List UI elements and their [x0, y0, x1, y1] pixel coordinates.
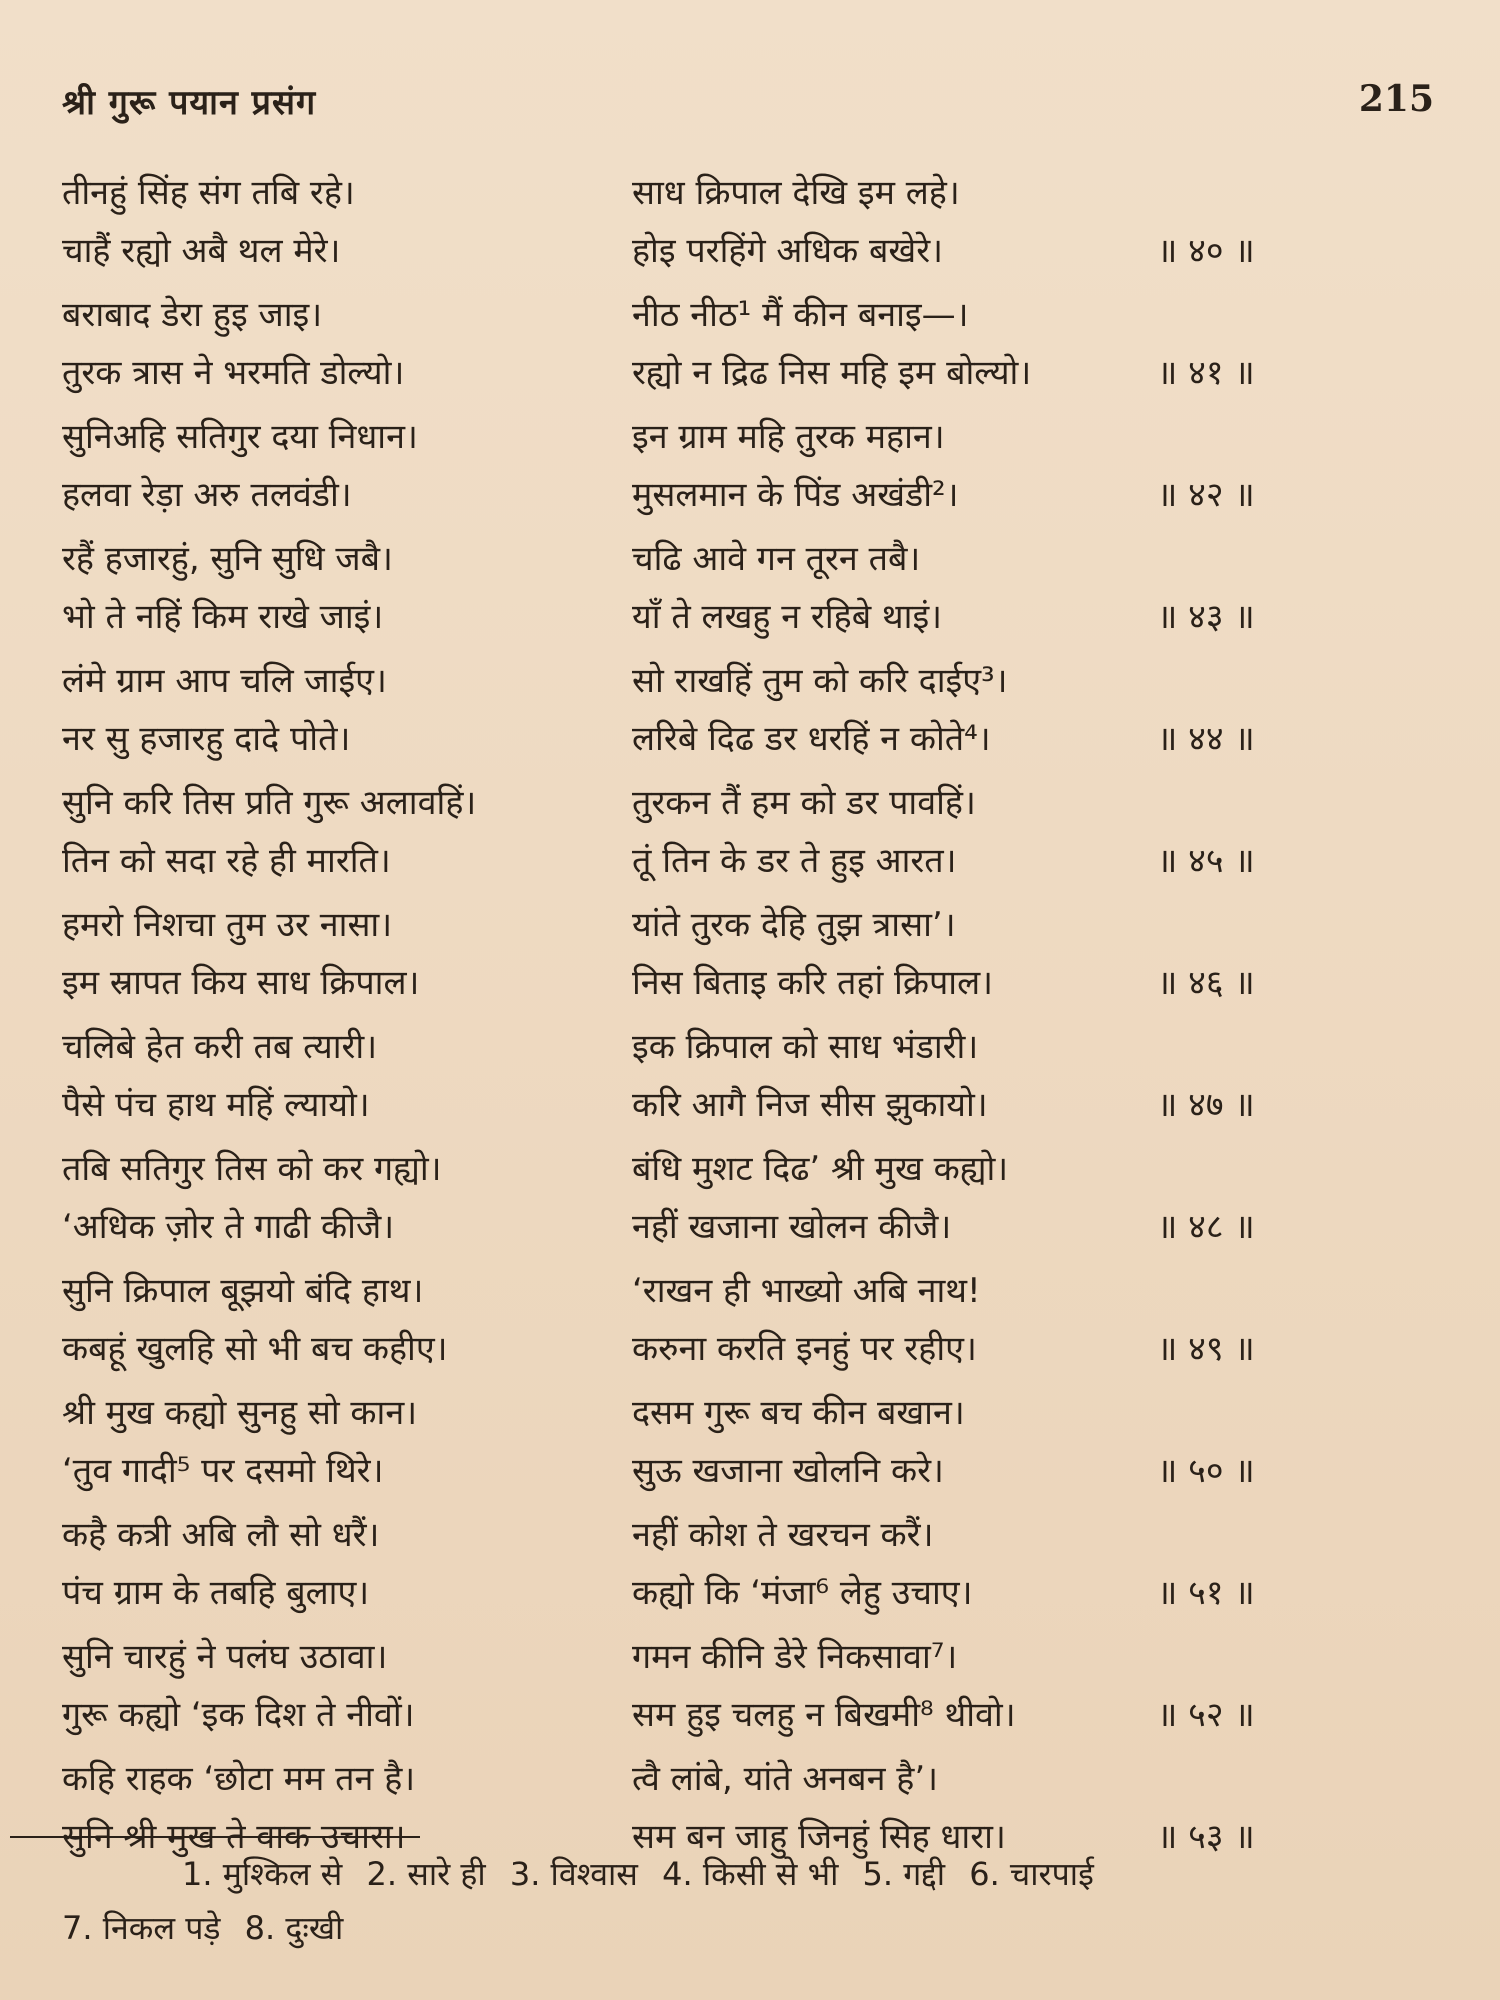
verse-first-half: तिन को सदा रहे ही मारति। [62, 841, 391, 881]
verse-first-half: सुनि क्रिपाल बूझयो बंदि हाथ। [62, 1271, 424, 1311]
footnote: 4. किसी से भी [662, 1855, 839, 1893]
verse-first-half: हलवा रेड़ा अरु तलवंडी। [62, 475, 352, 515]
verse-first-half: रहैं हजारहुं, सुनि सुधि जबै। [62, 539, 393, 579]
verse-first-half: सुनि करि तिस प्रति गुरू अलावहिं। [62, 783, 477, 823]
stanza [62, 778, 1362, 894]
verse-first-half: भो ते नहिं किम राखे जाइं। [62, 597, 384, 637]
footnote-rule [10, 1836, 420, 1838]
verse-first-half: तबि सतिगुर तिस को कर गह्यो। [62, 1149, 442, 1189]
verse-first-half: पंच ग्राम के तबहि बुलाए। [62, 1573, 370, 1613]
verse-second-half: करुना करति इनहुं पर रहीए। [632, 1329, 977, 1369]
footnote: 8. दुःखी [244, 1909, 344, 1947]
stanza [62, 1510, 1362, 1626]
verse-first-half: चाहैं रह्यो अबै थल मेरे। [62, 231, 341, 271]
verse-second-half: त्वै लांबे, यांते अनबन है’। [632, 1759, 939, 1799]
verse-number: ॥ ४१ ॥ [1157, 353, 1255, 393]
verse-second-half: ‘राखन ही भाख्यो अबि नाथ! [632, 1271, 981, 1311]
verse-line [62, 290, 1362, 348]
footnote-line [62, 1906, 1442, 1960]
stanza [62, 656, 1362, 772]
verse-body [62, 168, 1362, 1876]
verse-second-half: नहीं कोश ते खरचन करैं। [632, 1515, 934, 1555]
verse-line [62, 470, 1362, 528]
verse-second-half: दसम गुरू बच कीन बखान। [632, 1393, 965, 1433]
verse-second-half: इक क्रिपाल को साध भंडारी। [632, 1027, 979, 1067]
verse-line [62, 348, 1362, 406]
verse-line [62, 900, 1362, 958]
verse-number: ॥ ४६ ॥ [1157, 963, 1255, 1003]
footnote: 1. मुश्किल से [182, 1855, 343, 1893]
verse-number: ॥ ४८ ॥ [1157, 1207, 1255, 1247]
footnotes [62, 1852, 1442, 1960]
verse-first-half: लंमे ग्राम आप चलि जाईए। [62, 661, 387, 701]
verse-second-half: बंधि मुशट दिढ’ श्री मुख कह्यो। [632, 1149, 1009, 1189]
verse-number: ॥ ४२ ॥ [1157, 475, 1255, 515]
verse-first-half: बराबाद डेरा हुइ जाइ। [62, 295, 323, 335]
stanza [62, 900, 1362, 1016]
verse-first-half: श्री मुख कह्यो सुनहु सो कान। [62, 1393, 418, 1433]
verse-first-half: पैसे पंच हाथ महिं ल्यायो। [62, 1085, 370, 1125]
verse-second-half: कह्यो कि ‘मंजा⁶ लेहु उचाए। [632, 1573, 973, 1613]
verse-first-half: नर सु हजारहु दादे पोते। [62, 719, 351, 759]
stanza [62, 290, 1362, 406]
verse-second-half: इन ग्राम महि तुरक महान। [632, 417, 945, 457]
footnote: 7. निकल पड़े [62, 1909, 221, 1947]
verse-first-half: सुनि श्री मुख ते वाक उचारा। [62, 1817, 406, 1857]
verse-second-half: सुऊ खजाना खोलनि करे। [632, 1451, 944, 1491]
stanza [62, 1388, 1362, 1504]
verse-line [62, 778, 1362, 836]
verse-first-half: चलिबे हेत करी तब त्यारी। [62, 1027, 378, 1067]
verse-second-half: याँ ते लखहु न रहिबे थाइं। [632, 597, 943, 637]
verse-first-half: इम स्रापत किय साध क्रिपाल। [62, 963, 420, 1003]
footnote: 3. विश्वास [509, 1855, 638, 1893]
verse-line [62, 1510, 1362, 1568]
verse-second-half: लरिबे दिढ डर धरहिं न कोते⁴। [632, 719, 991, 759]
stanza [62, 168, 1362, 284]
verse-line [62, 592, 1362, 650]
page-header [62, 78, 1434, 128]
verse-first-half: सुनिअहि सतिगुर दया निधान। [62, 417, 418, 457]
stanza [62, 534, 1362, 650]
verse-first-half: हमरो निशचा तुम उर नासा। [62, 905, 393, 945]
verse-line [62, 656, 1362, 714]
verse-second-half: सम बन जाहु जिनहुं सिह धारा। [632, 1817, 1006, 1857]
verse-line [62, 1568, 1362, 1626]
verse-second-half: नहीं खजाना खोलन कीजै। [632, 1207, 952, 1247]
verse-line [62, 1022, 1362, 1080]
stanza [62, 1632, 1362, 1748]
verse-number: ॥ ४९ ॥ [1157, 1329, 1255, 1369]
verse-second-half: सम हुइ चलहु न बिखमी⁸ थीवो। [632, 1695, 1016, 1735]
verse-number: ॥ ५२ ॥ [1157, 1695, 1255, 1735]
verse-second-half: निस बिताइ करि तहां क्रिपाल। [632, 963, 994, 1003]
verse-second-half: तूं तिन के डर ते हुइ आरत। [632, 841, 957, 881]
verse-number: ॥ ४५ ॥ [1157, 841, 1255, 881]
verse-line [62, 1446, 1362, 1504]
footnote-line [62, 1852, 1442, 1906]
verse-second-half: साध क्रिपाल देखि इम लहे। [632, 173, 960, 213]
page-number: 215 [1358, 78, 1434, 120]
verse-line [62, 1266, 1362, 1324]
stanza [62, 1266, 1362, 1382]
verse-first-half: ‘तुव गादी⁵ पर दसमो थिरे। [62, 1451, 384, 1491]
verse-second-half: मुसलमान के पिंड अखंडी²। [632, 475, 959, 515]
verse-line [62, 168, 1362, 226]
verse-first-half: तीनहुं सिंह संग तबि रहे। [62, 173, 355, 213]
verse-line [62, 958, 1362, 1016]
verse-number: ॥ ५० ॥ [1157, 1451, 1255, 1491]
verse-line [62, 1080, 1362, 1138]
verse-first-half: कबहूं खुलहि सो भी बच कहीए। [62, 1329, 448, 1369]
verse-second-half: यांते तुरक देहि तुझ त्रासा’। [632, 905, 956, 945]
stanza [62, 1144, 1362, 1260]
verse-line [62, 534, 1362, 592]
footnote: 6. चारपाई [969, 1855, 1094, 1893]
running-title: श्री गुरू पयान प्रसंग [62, 83, 317, 123]
verse-number: ॥ ४३ ॥ [1157, 597, 1255, 637]
verse-line [62, 412, 1362, 470]
footnote: 5. गद्दी [862, 1855, 946, 1893]
verse-line [62, 714, 1362, 772]
verse-second-half: गमन कीनि डेरे निकसावा⁷। [632, 1637, 958, 1677]
verse-second-half: होइ परहिंगे अधिक बखेरे। [632, 231, 944, 271]
verse-line [62, 1754, 1362, 1812]
verse-number: ॥ ४० ॥ [1157, 231, 1255, 271]
verse-first-half: कहि राहक ‘छोटा मम तन है। [62, 1759, 416, 1799]
verse-first-half: सुनि चारहुं ने पलंघ उठावा। [62, 1637, 388, 1677]
verse-number: ॥ ४४ ॥ [1157, 719, 1255, 759]
verse-second-half: चढि आवे गन तूरन तबै। [632, 539, 921, 579]
stanza [62, 412, 1362, 528]
verse-number: ॥ ५१ ॥ [1157, 1573, 1255, 1613]
verse-second-half: रह्यो न द्रिढ निस महि इम बोल्यो। [632, 353, 1032, 393]
verse-second-half: करि आगै निज सीस झुकायो। [632, 1085, 988, 1125]
verse-number: ॥ ४७ ॥ [1157, 1085, 1255, 1125]
verse-second-half: नीठ नीठ¹ मैं कीन बनाइ—। [632, 295, 969, 335]
verse-line [62, 1144, 1362, 1202]
verse-line [62, 836, 1362, 894]
verse-second-half: सो राखहिं तुम को करि दाईए³। [632, 661, 1008, 701]
verse-second-half: तुरकन तैं हम को डर पावहिं। [632, 783, 976, 823]
verse-first-half: ‘अधिक ज़ोर ते गाढी कीजै। [62, 1207, 395, 1247]
verse-line [62, 1690, 1362, 1748]
verse-first-half: तुरक त्रास ने भरमति डोल्यो। [62, 353, 405, 393]
footnote: 2. सारे ही [366, 1855, 486, 1893]
verse-number: ॥ ५३ ॥ [1157, 1817, 1255, 1857]
verse-line [62, 1324, 1362, 1382]
verse-line [62, 226, 1362, 284]
verse-line [62, 1632, 1362, 1690]
verse-line [62, 1388, 1362, 1446]
verse-first-half: गुरू कह्यो ‘इक दिश ते नीवों। [62, 1695, 415, 1735]
stanza [62, 1022, 1362, 1138]
verse-line [62, 1202, 1362, 1260]
verse-first-half: कहै कत्री अबि लौ सो धरैं। [62, 1515, 380, 1555]
